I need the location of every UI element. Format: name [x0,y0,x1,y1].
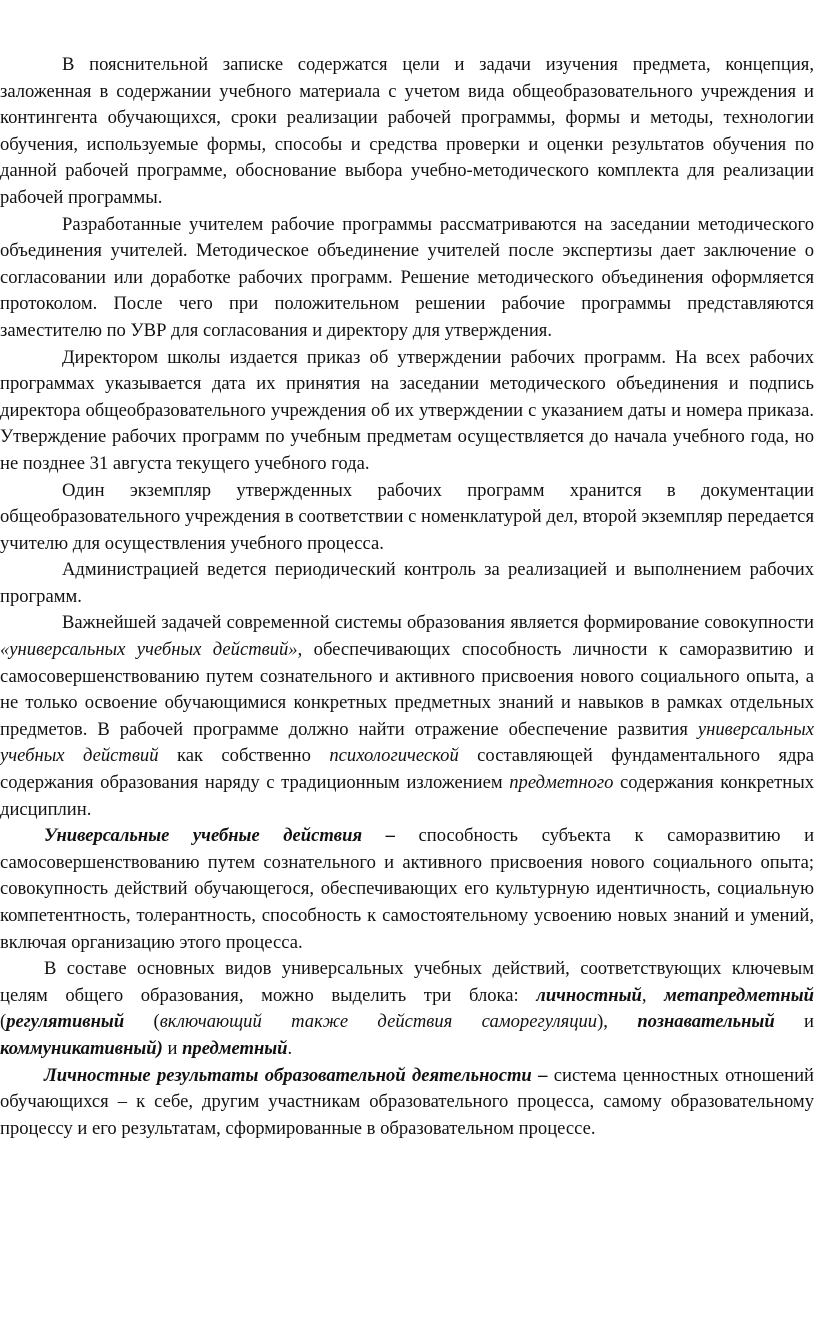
p9-term: Личностные результаты образовательной деятельности [44,1064,532,1086]
paragraph-1: В пояснительной записке содержатся цели и задачи изучения предмета, концепция, заложенная в содержании учебного материала с учетом вида общеобразовательного учреждения и контингента обучающихся, сроки реализации рабочей программы, формы и методы, технологии обучения, используемые формы, способы и средства проверки и оценки результатов обучения по данной рабочей программе, обоснование выбора учебно-методического комплекта для реализации рабочей программы. [0,54,814,208]
p8-text-a: В составе основных видов универсальных учебных действий, соответствующих ключевым целям общего образования, можно выделить три блока: [0,958,814,1006]
p8-cognitive: познавательный [637,1011,775,1033]
paragraph-7 [0,823,814,956]
p8-metasubject: метапредметный [664,984,814,1006]
p6-italic-uud-quoted: «универсальных учебных действий» [0,639,298,661]
p7-dash: – [362,825,419,847]
paragraph-2: Разработанные учителем рабочие программы рассматриваются на заседании методического объединения учителей. Методическое объединение учителей после экспертизы дает заключение о согласовании или доработке рабочих программ. Решение методического объединения оформляется протоколом. После чего при положительном решении рабочие программы представляются заместителю по УВР для согласования и директору для утверждения. [0,213,814,341]
paragraph-6 [0,610,814,823]
p6-text-i: содержания конкретных дисциплин. [0,772,814,820]
p6-italic-psychological: психологической [329,745,459,767]
p6-italic-uud: универсальных учебных действий [0,718,814,767]
p8-text-k: и [774,1011,814,1033]
paragraph-3: Директором школы издается приказ об утверждении рабочих программ. На всех рабочих программах указывается дата их принятия на заседании методического объединения и подпись директора общеобразовательного учреждения об их утверждении с указанием даты и номера приказа. Утверждение рабочих программ по учебным предметам осуществляется до начала учебного года, но не позднее 31 августа текущего учебного года. [0,346,814,474]
paragraph-4: Один экземпляр утвержденных рабочих программ хранится в документации общеобразовательного учреждения в соответствии с номенклатурой дел, второй экземпляр передается учителю для осуществления учебного процесса. [0,479,814,554]
p8-text-c: , [641,984,665,1006]
p6-text-e: как собственно [158,745,330,767]
p8-text-i: ), [597,1011,638,1033]
paragraph-8 [0,956,814,1062]
p8-subject: предметный [182,1037,288,1059]
p6-text-g: составляющей фундаментального ядра содержания образования наряду с традиционным изложением [0,745,815,794]
p7-term: Универсальные учебные действия [44,825,363,847]
p8-including: включающий также действия саморегуляции [159,1011,598,1033]
p9-dash: – [531,1064,554,1086]
p8-text-e: ( [0,1011,7,1033]
document-page [0,52,816,1142]
p6-italic-subject: предметного [509,772,614,794]
p8-regulatory: регулятивный [6,1011,125,1033]
p8-text-m: и [162,1037,183,1059]
p7-definition: способность субъекта к саморазвитию и самосовершенствованию путем сознательного и активного присвоения нового социального опыта; совокупность действий обучающегося, обеспечивающих его культурную идентичность, социальную компетентность, толерантность, способность к самостоятельному усвоению новых знаний и умений, включая организацию этого процесса. [0,825,815,953]
p8-text-o: . [287,1037,293,1059]
p9-definition: система ценностных отношений обучающихся – к себе, другим участникам образовательного процесса, самому образовательному процессу и его результатам, сформированные в образовательном процессе. [0,1064,815,1139]
p8-personal: личностный [536,984,642,1006]
p8-text-g: ( [124,1011,160,1033]
p6-text-a: Важнейшей задачей современной системы образования является формирование совокупности [62,612,814,634]
paragraph-9 [0,1063,814,1143]
p6-text-c: , обеспечивающих способность личности к саморазвитию и самосовершенствованию путем сознательного и активного присвоения нового социального опыта, а не только освоение обучающимися конкретных предметных знаний и навыков в рамках отдельных предметов. В рабочей программе должно найти отражение обеспечение развития [0,639,814,740]
paragraph-5: Администрацией ведется периодический контроль за реализацией и выполнением рабочих программ. [0,559,814,607]
p8-communicative: коммуникативный) [0,1037,163,1059]
